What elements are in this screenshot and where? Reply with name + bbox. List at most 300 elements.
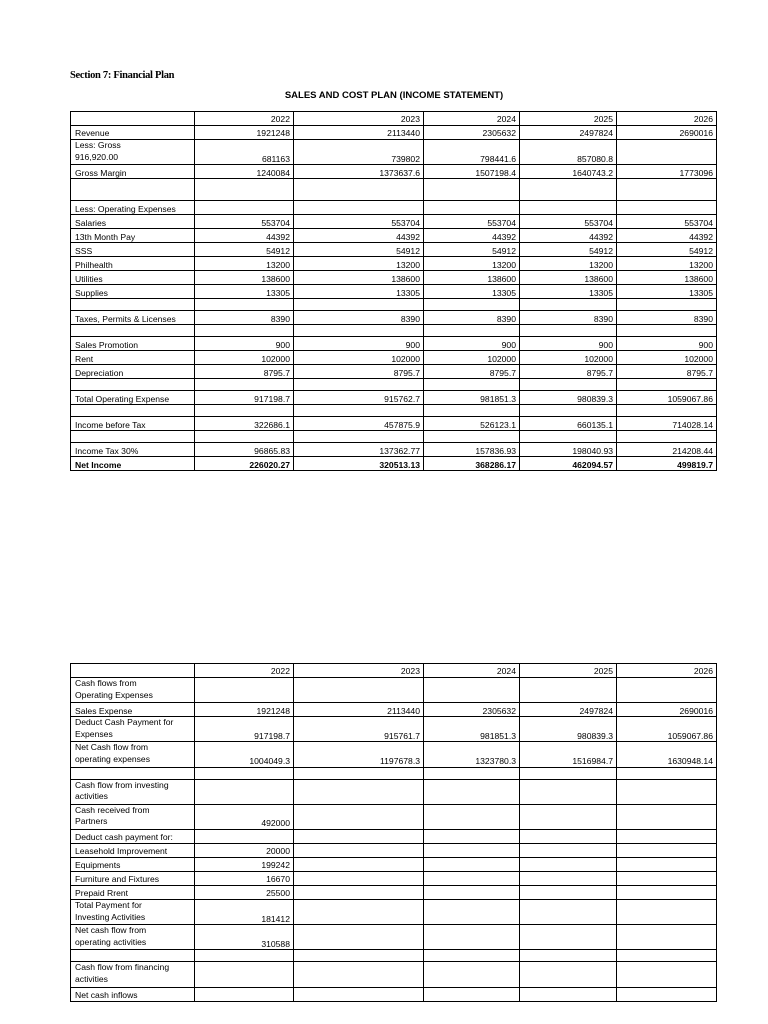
value-cell — [520, 857, 617, 871]
row-label-line: Cash flows from — [75, 678, 137, 688]
value-cell: 322686.1 — [195, 417, 294, 431]
value-cell: 13200 — [195, 257, 294, 271]
value-cell — [195, 201, 294, 215]
value-cell: 739802 — [294, 140, 424, 165]
value-cell: 2497824 — [520, 126, 617, 140]
row-label-line: Cash received from — [75, 804, 150, 815]
value-cell: 20000 — [195, 843, 294, 857]
value-cell: 981851.3 — [424, 391, 520, 405]
empty-cell — [424, 950, 520, 962]
row-label-line: Net cash flow from — [75, 925, 147, 936]
value-cell: 8390 — [520, 311, 617, 325]
value-cell — [617, 804, 717, 829]
row-label-line: Partners — [75, 816, 108, 827]
empty-cell — [294, 325, 424, 337]
row-less-opex — [71, 201, 717, 215]
empty-cell — [424, 405, 520, 417]
value-cell: 2113440 — [294, 126, 424, 140]
value-cell — [520, 201, 617, 215]
row-net-income — [71, 457, 717, 471]
empty-cell — [520, 179, 617, 201]
row-label-line: Operating Expenses — [75, 689, 153, 700]
value-cell — [195, 962, 294, 987]
value-cell: 917198.7 — [195, 717, 294, 742]
row-label — [71, 779, 195, 804]
empty-cell — [71, 179, 195, 201]
row-cf-financing — [71, 962, 717, 987]
row-depreciation — [71, 365, 717, 379]
value-cell — [424, 843, 520, 857]
row-label-line: activities — [75, 791, 108, 802]
row-label: Depreciation — [71, 365, 195, 379]
value-cell: 13305 — [520, 285, 617, 299]
value-cell: 2305632 — [424, 703, 520, 717]
value-cell — [520, 804, 617, 829]
value-cell: 553704 — [520, 215, 617, 229]
empty-cell — [195, 950, 294, 962]
value-cell: 1630948.14 — [617, 742, 717, 767]
row-label: Taxes, Permits & Licenses — [71, 311, 195, 325]
row-label: Utilities — [71, 271, 195, 285]
value-cell — [195, 779, 294, 804]
row-label — [71, 925, 195, 950]
value-cell: 44392 — [424, 229, 520, 243]
empty-cell — [195, 767, 294, 779]
value-cell: 54912 — [424, 243, 520, 257]
value-cell — [617, 871, 717, 885]
value-cell: 44392 — [195, 229, 294, 243]
value-cell — [424, 201, 520, 215]
empty-cell — [520, 405, 617, 417]
cash-flow-table — [70, 663, 717, 1002]
row-cf-operating — [71, 678, 717, 703]
value-cell: 137362.77 — [294, 443, 424, 457]
value-cell: 553704 — [617, 215, 717, 229]
value-cell — [617, 678, 717, 703]
value-cell — [424, 779, 520, 804]
value-cell — [617, 885, 717, 899]
empty-cell — [424, 379, 520, 391]
row-leasehold — [71, 843, 717, 857]
value-cell: 44392 — [294, 229, 424, 243]
value-cell: 457875.9 — [294, 417, 424, 431]
row-label — [71, 804, 195, 829]
row-label — [71, 678, 195, 703]
year-header: 2022 — [195, 664, 294, 678]
row-label-line: Net Cash flow from — [75, 742, 149, 753]
row-label: Philhealth — [71, 257, 195, 271]
row-utilities — [71, 271, 717, 285]
empty-cell — [520, 431, 617, 443]
empty-cell — [424, 431, 520, 443]
value-cell: 8390 — [617, 311, 717, 325]
value-cell: 44392 — [520, 229, 617, 243]
value-cell: 13200 — [424, 257, 520, 271]
empty-cell — [294, 431, 424, 443]
value-cell — [520, 829, 617, 843]
value-cell: 980839.3 — [520, 717, 617, 742]
row-month13 — [71, 229, 717, 243]
value-cell: 199242 — [195, 857, 294, 871]
value-cell: 526123.1 — [424, 417, 520, 431]
value-cell — [424, 804, 520, 829]
empty-cell — [71, 325, 195, 337]
value-cell — [520, 885, 617, 899]
value-cell: 13200 — [294, 257, 424, 271]
value-cell — [294, 925, 424, 950]
value-cell — [195, 829, 294, 843]
empty-cell — [424, 325, 520, 337]
value-cell: 138600 — [424, 271, 520, 285]
row-revenue — [71, 126, 717, 140]
row-label-line: 916,920.00 — [75, 151, 119, 162]
value-cell: 492000 — [195, 804, 294, 829]
value-cell: 1507198.4 — [424, 165, 520, 179]
value-cell: 900 — [520, 337, 617, 351]
value-cell: 368286.17 — [424, 457, 520, 471]
value-cell — [424, 925, 520, 950]
value-cell — [195, 987, 294, 1001]
empty-cell — [195, 299, 294, 311]
header-blank-cell — [71, 664, 195, 678]
empty-cell — [617, 767, 717, 779]
row-label-line: Total Payment for — [75, 899, 142, 910]
value-cell: 8795.7 — [294, 365, 424, 379]
spacer-row — [71, 299, 717, 311]
row-label-line: Cash flow from financing — [75, 962, 170, 973]
value-cell: 25500 — [195, 885, 294, 899]
value-cell: 1640743.2 — [520, 165, 617, 179]
value-cell: 8795.7 — [424, 365, 520, 379]
value-cell — [294, 885, 424, 899]
value-cell: 2690016 — [617, 703, 717, 717]
row-label — [71, 899, 195, 924]
value-cell: 138600 — [520, 271, 617, 285]
empty-cell — [294, 299, 424, 311]
year-header: 2026 — [617, 112, 717, 126]
value-cell — [520, 678, 617, 703]
value-cell — [294, 857, 424, 871]
value-cell: 980839.3 — [520, 391, 617, 405]
empty-cell — [71, 405, 195, 417]
row-cash-partners — [71, 804, 717, 829]
value-cell: 102000 — [195, 351, 294, 365]
value-cell — [617, 962, 717, 987]
year-header: 2024 — [424, 112, 520, 126]
row-label: Equipments — [71, 857, 195, 871]
value-cell — [617, 987, 717, 1001]
empty-cell — [195, 405, 294, 417]
row-label: Net Income — [71, 457, 195, 471]
value-cell — [520, 871, 617, 885]
spacer-row — [71, 325, 717, 337]
row-gross-margin — [71, 165, 717, 179]
empty-cell — [71, 950, 195, 962]
empty-cell — [617, 405, 717, 417]
value-cell: 2690016 — [617, 126, 717, 140]
value-cell: 900 — [294, 337, 424, 351]
value-cell — [617, 201, 717, 215]
value-cell: 8795.7 — [617, 365, 717, 379]
value-cell: 54912 — [520, 243, 617, 257]
section-title: Section 7: Financial Plan — [70, 70, 175, 81]
row-label-line: Less: Gross — [75, 140, 121, 150]
value-cell: 915761.7 — [294, 717, 424, 742]
value-cell: 2113440 — [294, 703, 424, 717]
row-label: Salaries — [71, 215, 195, 229]
value-cell: 900 — [617, 337, 717, 351]
value-cell: 181412 — [195, 899, 294, 924]
income-statement-title: SALES AND COST PLAN (INCOME STATEMENT) — [284, 90, 504, 101]
empty-cell — [520, 767, 617, 779]
empty-cell — [520, 379, 617, 391]
row-label: Net cash inflows — [71, 987, 195, 1001]
value-cell: 16670 — [195, 871, 294, 885]
row-net-cash-opex — [71, 742, 717, 767]
row-income-tax — [71, 443, 717, 457]
value-cell: 44392 — [617, 229, 717, 243]
row-label: Less: Operating Expenses — [71, 201, 195, 215]
empty-cell — [424, 767, 520, 779]
value-cell — [294, 871, 424, 885]
row-label-line: Cash flow from investing — [75, 779, 169, 790]
value-cell: 660135.1 — [520, 417, 617, 431]
value-cell — [520, 962, 617, 987]
value-cell — [294, 829, 424, 843]
value-cell — [294, 899, 424, 924]
value-cell — [424, 829, 520, 843]
value-cell — [294, 678, 424, 703]
value-cell — [424, 678, 520, 703]
row-label: Income Tax 30% — [71, 443, 195, 457]
value-cell: 1323780.3 — [424, 742, 520, 767]
value-cell: 1921248 — [195, 703, 294, 717]
value-cell: 138600 — [617, 271, 717, 285]
value-cell: 310588 — [195, 925, 294, 950]
value-cell: 13305 — [195, 285, 294, 299]
row-label: 13th Month Pay — [71, 229, 195, 243]
empty-cell — [195, 179, 294, 201]
value-cell: 714028.14 — [617, 417, 717, 431]
value-cell — [424, 962, 520, 987]
year-header: 2024 — [424, 664, 520, 678]
empty-cell — [424, 299, 520, 311]
value-cell — [520, 843, 617, 857]
year-header: 2026 — [617, 664, 717, 678]
empty-cell — [617, 379, 717, 391]
row-label — [71, 140, 195, 165]
spacer-row — [71, 379, 717, 391]
value-cell: 13305 — [424, 285, 520, 299]
value-cell — [617, 779, 717, 804]
empty-cell — [195, 379, 294, 391]
empty-cell — [71, 299, 195, 311]
empty-cell — [294, 179, 424, 201]
row-taxes — [71, 311, 717, 325]
cash-header-row — [71, 664, 717, 678]
value-cell: 102000 — [294, 351, 424, 365]
empty-cell — [617, 950, 717, 962]
row-label: Rent — [71, 351, 195, 365]
value-cell: 102000 — [520, 351, 617, 365]
row-label: Supplies — [71, 285, 195, 299]
row-supplies — [71, 285, 717, 299]
value-cell — [617, 140, 717, 165]
value-cell — [294, 804, 424, 829]
income-header-row — [71, 112, 717, 126]
value-cell: 798441.6 — [424, 140, 520, 165]
value-cell: 1004049.3 — [195, 742, 294, 767]
year-header: 2025 — [520, 112, 617, 126]
value-cell — [294, 201, 424, 215]
value-cell — [520, 779, 617, 804]
value-cell: 1197678.3 — [294, 742, 424, 767]
row-net-cash-inflows — [71, 987, 717, 1001]
empty-cell — [71, 379, 195, 391]
value-cell: 915762.7 — [294, 391, 424, 405]
row-salaries — [71, 215, 717, 229]
row-label-line: activities — [75, 973, 108, 984]
value-cell — [424, 857, 520, 871]
value-cell: 553704 — [424, 215, 520, 229]
value-cell: 462094.57 — [520, 457, 617, 471]
empty-cell — [294, 767, 424, 779]
row-label-line: Expenses — [75, 728, 113, 739]
row-equipments — [71, 857, 717, 871]
row-label — [71, 962, 195, 987]
value-cell — [294, 962, 424, 987]
value-cell — [424, 987, 520, 1001]
row-income-before-tax — [71, 417, 717, 431]
row-total-payment — [71, 899, 717, 924]
year-header: 2023 — [294, 112, 424, 126]
value-cell: 8390 — [294, 311, 424, 325]
value-cell: 138600 — [294, 271, 424, 285]
row-sss — [71, 243, 717, 257]
empty-cell — [294, 379, 424, 391]
row-label-line: operating activities — [75, 936, 147, 947]
empty-cell — [617, 299, 717, 311]
value-cell: 917198.7 — [195, 391, 294, 405]
empty-cell — [520, 325, 617, 337]
row-deduct-cash — [71, 717, 717, 742]
empty-cell — [617, 431, 717, 443]
row-label-line: Investing Activities — [75, 911, 146, 922]
value-cell: 54912 — [195, 243, 294, 257]
empty-cell — [294, 950, 424, 962]
value-cell — [195, 678, 294, 703]
row-philhealth — [71, 257, 717, 271]
row-label — [71, 742, 195, 767]
row-label-line: Deduct Cash Payment for — [75, 717, 174, 728]
value-cell: 320513.13 — [294, 457, 424, 471]
empty-cell — [71, 767, 195, 779]
value-cell: 102000 — [617, 351, 717, 365]
value-cell: 157836.93 — [424, 443, 520, 457]
value-cell: 553704 — [294, 215, 424, 229]
value-cell: 1059067.86 — [617, 717, 717, 742]
spacer-row — [71, 405, 717, 417]
empty-cell — [71, 431, 195, 443]
row-label: Total Operating Expense — [71, 391, 195, 405]
value-cell: 138600 — [195, 271, 294, 285]
year-header: 2025 — [520, 664, 617, 678]
row-deduct-payment-for — [71, 829, 717, 843]
empty-cell — [617, 325, 717, 337]
income-statement-table — [70, 111, 717, 471]
value-cell: 2305632 — [424, 126, 520, 140]
value-cell — [617, 829, 717, 843]
empty-cell — [294, 405, 424, 417]
value-cell — [424, 871, 520, 885]
value-cell: 54912 — [294, 243, 424, 257]
value-cell: 1773096 — [617, 165, 717, 179]
value-cell: 8795.7 — [520, 365, 617, 379]
value-cell: 13305 — [617, 285, 717, 299]
value-cell: 1240084 — [195, 165, 294, 179]
row-less-gross — [71, 140, 717, 165]
value-cell — [424, 899, 520, 924]
year-header: 2023 — [294, 664, 424, 678]
value-cell — [520, 899, 617, 924]
value-cell — [294, 779, 424, 804]
row-label: Prepaid Rrent — [71, 885, 195, 899]
row-net-cash-operating-act — [71, 925, 717, 950]
empty-cell — [195, 431, 294, 443]
value-cell: 8795.7 — [195, 365, 294, 379]
row-total-opex — [71, 391, 717, 405]
value-cell — [520, 925, 617, 950]
row-label: Income before Tax — [71, 417, 195, 431]
value-cell: 857080.8 — [520, 140, 617, 165]
value-cell: 1059067.86 — [617, 391, 717, 405]
header-blank-cell — [71, 112, 195, 126]
row-furniture — [71, 871, 717, 885]
value-cell: 214208.44 — [617, 443, 717, 457]
row-label — [71, 717, 195, 742]
value-cell: 900 — [195, 337, 294, 351]
row-label: Furniture and Fixtures — [71, 871, 195, 885]
value-cell: 198040.93 — [520, 443, 617, 457]
row-label: Deduct cash payment for: — [71, 829, 195, 843]
value-cell: 900 — [424, 337, 520, 351]
empty-cell — [520, 950, 617, 962]
value-cell — [617, 899, 717, 924]
row-label: Leasehold Improvement — [71, 843, 195, 857]
value-cell — [617, 843, 717, 857]
year-header: 2022 — [195, 112, 294, 126]
value-cell: 1921248 — [195, 126, 294, 140]
value-cell: 13200 — [520, 257, 617, 271]
value-cell: 102000 — [424, 351, 520, 365]
empty-cell — [195, 325, 294, 337]
value-cell: 8390 — [195, 311, 294, 325]
value-cell: 681163 — [195, 140, 294, 165]
value-cell: 54912 — [617, 243, 717, 257]
value-cell: 96865.83 — [195, 443, 294, 457]
row-label: Revenue — [71, 126, 195, 140]
value-cell: 13305 — [294, 285, 424, 299]
row-label: SSS — [71, 243, 195, 257]
value-cell: 2497824 — [520, 703, 617, 717]
row-prepaid — [71, 885, 717, 899]
empty-cell — [424, 179, 520, 201]
value-cell — [424, 885, 520, 899]
row-cf-investing — [71, 779, 717, 804]
value-cell — [520, 987, 617, 1001]
value-cell: 1373637.6 — [294, 165, 424, 179]
row-promo — [71, 337, 717, 351]
